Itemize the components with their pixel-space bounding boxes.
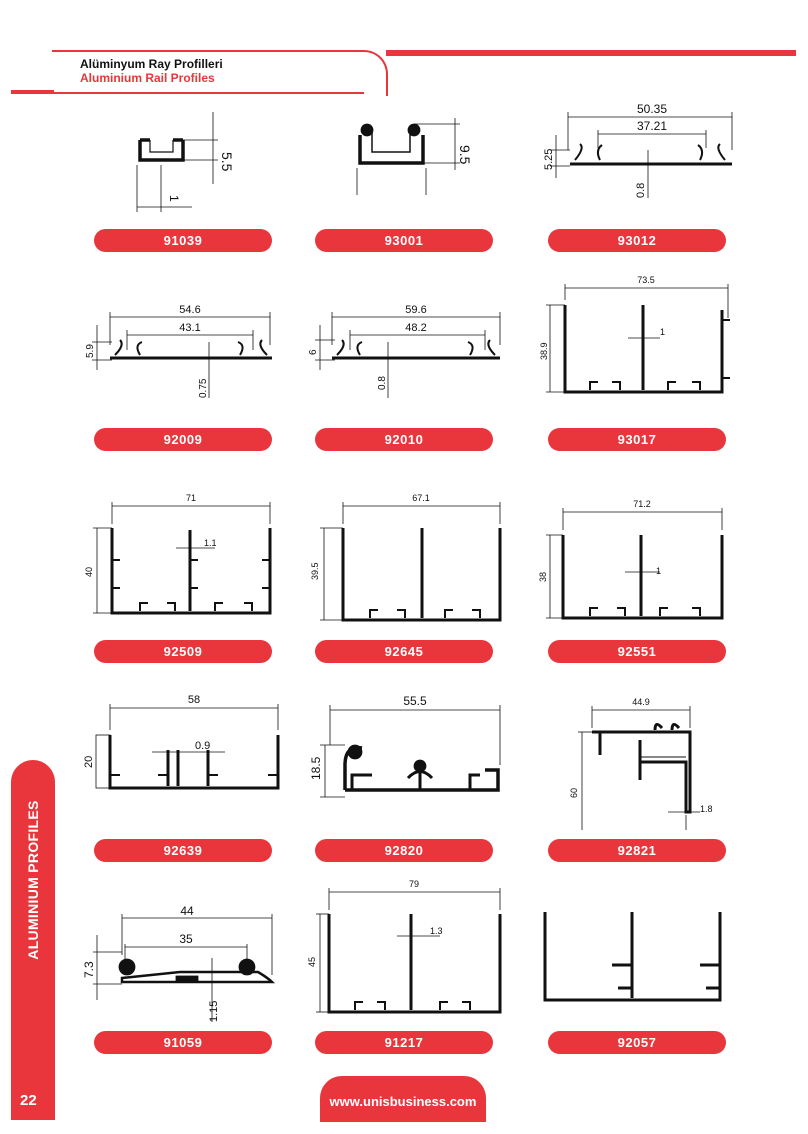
profile-drawing-92639: [96, 704, 278, 788]
dim-92010-t: 0.8: [377, 376, 388, 390]
dim-92821-t: 1.8: [700, 804, 713, 814]
profile-drawing-91217: [316, 888, 500, 1012]
dim-91217-h: 45: [307, 956, 317, 967]
dim-91039-t: 1: [167, 195, 181, 202]
header-title-tr: Alüminyum Ray Profilleri: [80, 57, 223, 71]
dim-93012-inner: 37.21: [636, 119, 668, 133]
side-label: [11, 760, 55, 1000]
dim-92551-h: 38: [538, 571, 548, 582]
profile-code-pill: 92821: [548, 839, 726, 862]
dim-91059-w: 44: [180, 904, 194, 918]
dim-93017-w: 73.5: [637, 275, 655, 285]
profile-code-pill: 92010: [315, 428, 493, 451]
profile-drawing-93017: [546, 284, 730, 392]
dim-91059-h: 7.3: [82, 961, 96, 978]
website-link[interactable]: www.unisbusiness.com: [320, 1076, 486, 1122]
dim-92639-h: 20: [83, 755, 95, 768]
dim-92009-w: 54.6: [179, 304, 201, 316]
profile-drawing-91059: [93, 914, 272, 1022]
profile-code-pill: 93017: [548, 428, 726, 451]
dim-92645-w: 67.1: [412, 493, 430, 503]
profile-code-pill: 92009: [94, 428, 272, 451]
dim-93017-t: 1: [660, 327, 666, 337]
dim-92645-h: 39.5: [310, 562, 320, 580]
dim-92509-h: 40: [84, 566, 94, 577]
profile-drawing-92057: [545, 912, 720, 1000]
dim-92639-w: 58: [187, 694, 201, 706]
dim-91059-t: 1.15: [208, 1000, 220, 1022]
dim-92009-inner: 43.1: [179, 322, 201, 334]
dim-92820-h: 18.5: [309, 756, 323, 780]
dim-91059-inner: 35: [179, 932, 193, 946]
profile-code-pill: 92820: [315, 839, 493, 862]
dim-92551-w: 71.2: [633, 499, 651, 509]
dim-92639-t: 0.9: [195, 740, 211, 752]
profile-drawing-92551: [546, 508, 722, 618]
dim-92821-h: 60: [569, 787, 579, 798]
dim-92010-h: 6: [308, 349, 319, 355]
profile-drawing-92820: [320, 705, 500, 797]
profile-code-pill: 92551: [548, 640, 726, 663]
profile-code-pill: 92645: [315, 640, 493, 663]
profile-code-pill: 93001: [315, 229, 493, 252]
dim-92821-w: 44.9: [632, 697, 650, 707]
profile-code-pill: 92509: [94, 640, 272, 663]
profile-code-pill: 93012: [548, 229, 726, 252]
side-label-text: ALUMINIUM PROFILES: [25, 800, 41, 960]
dim-93001-h: 9.5: [457, 145, 473, 165]
profile-drawing-93001: [357, 118, 460, 195]
dim-92509-t: 1.1: [204, 538, 217, 548]
dim-92551-t: 1: [656, 566, 662, 576]
page-number: 22: [20, 1092, 37, 1109]
profile-code-pill: 91059: [94, 1031, 272, 1054]
profile-drawing-92645: [320, 502, 500, 620]
dim-91217-t: 1.3: [430, 926, 443, 936]
dim-93012-w: 50.35: [636, 102, 668, 116]
dim-92010-w: 59.6: [405, 304, 427, 316]
dim-93017-h: 38.9: [539, 342, 549, 360]
profile-code-pill: 91217: [315, 1031, 493, 1054]
profile-drawing-92509: [93, 502, 270, 613]
dim-92820-w: 55.5: [403, 694, 427, 708]
dim-93012-h: 5.25: [543, 148, 555, 170]
dim-91217-w: 79: [408, 879, 420, 889]
dim-91039-h: 5.5: [219, 152, 235, 172]
profile-code-pill: 92057: [548, 1031, 726, 1054]
header-title-en: Aluminium Rail Profiles: [80, 71, 215, 85]
dim-93012-t: 0.8: [635, 182, 647, 198]
dim-92009-t: 0.75: [198, 378, 209, 398]
dim-92009-h: 5.9: [85, 344, 96, 358]
profile-drawing-92821: [578, 706, 700, 830]
profile-code-pill: 92639: [94, 839, 272, 862]
profile-code-pill: 91039: [94, 229, 272, 252]
dim-92010-inner: 48.2: [405, 322, 427, 334]
dim-92509-w: 71: [185, 493, 197, 503]
